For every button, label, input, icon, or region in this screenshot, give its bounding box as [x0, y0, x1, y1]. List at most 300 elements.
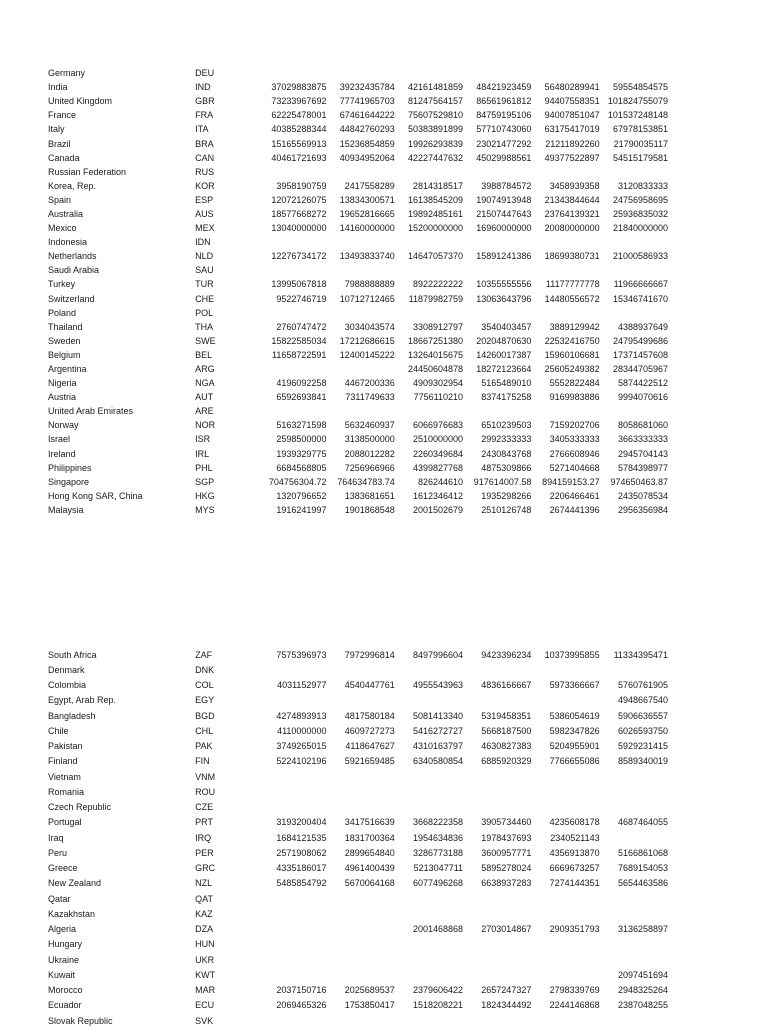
value-cell[interactable]: 12400145222 [339, 349, 395, 360]
value-cell[interactable]: 14260017387 [476, 349, 532, 360]
value-cell[interactable]: 3905734460 [481, 817, 532, 828]
value-cell[interactable] [326, 1013, 394, 1028]
value-cell[interactable] [600, 235, 668, 249]
value-cell[interactable]: 42161481859 [407, 82, 464, 93]
country-name-cell[interactable]: Pakistan [48, 741, 83, 752]
value-cell[interactable] [531, 952, 599, 967]
value-cell[interactable]: 1684121535 [276, 832, 327, 843]
value-cell[interactable] [395, 784, 463, 799]
value-cell[interactable] [258, 800, 326, 815]
value-cell[interactable] [395, 165, 463, 179]
value-cell[interactable]: 10373995855 [544, 649, 600, 660]
value-cell[interactable] [463, 693, 531, 708]
value-cell[interactable]: 4388937649 [617, 321, 668, 332]
country-code-cell[interactable]: NGA [195, 378, 215, 389]
value-cell[interactable] [531, 66, 599, 80]
value-cell[interactable] [258, 784, 326, 799]
value-cell[interactable] [463, 263, 531, 277]
value-cell[interactable] [463, 165, 531, 179]
country-code-cell[interactable]: IRQ [195, 832, 212, 843]
value-cell[interactable]: 20080000000 [544, 223, 600, 234]
value-cell[interactable] [326, 693, 394, 708]
value-cell[interactable]: 13063643796 [476, 293, 532, 304]
value-cell[interactable] [600, 952, 668, 967]
value-cell[interactable]: 5982347826 [549, 725, 600, 736]
country-name-cell[interactable]: Mexico [48, 223, 77, 234]
value-cell[interactable]: 2088012282 [344, 448, 395, 459]
value-cell[interactable]: 18272123664 [476, 364, 532, 375]
country-code-cell[interactable]: ARE [195, 406, 214, 417]
value-cell[interactable]: 24795499686 [612, 335, 668, 346]
value-cell[interactable]: 8589340019 [617, 756, 668, 767]
value-cell[interactable] [395, 769, 463, 784]
value-cell[interactable]: 94407558351 [544, 96, 600, 107]
value-cell[interactable] [600, 769, 668, 784]
country-name-cell[interactable]: Colombia [48, 680, 87, 691]
country-name-cell[interactable]: Sweden [48, 335, 81, 346]
value-cell[interactable]: 5670064168 [344, 878, 395, 889]
country-code-cell[interactable]: BEL [195, 349, 213, 360]
value-cell[interactable]: 2430843768 [481, 448, 532, 459]
value-cell[interactable]: 2760747472 [276, 321, 327, 332]
country-code-cell[interactable]: KOR [195, 180, 215, 191]
country-name-cell[interactable]: Greece [48, 863, 78, 874]
value-cell[interactable]: 2571908062 [276, 847, 327, 858]
country-code-cell[interactable]: VNM [195, 771, 216, 782]
value-cell[interactable] [531, 165, 599, 179]
value-cell[interactable] [395, 906, 463, 921]
value-cell[interactable] [395, 662, 463, 677]
value-cell[interactable] [531, 404, 599, 418]
value-cell[interactable]: 4817580184 [344, 710, 395, 721]
value-cell[interactable] [395, 800, 463, 815]
country-name-cell[interactable]: Portugal [48, 817, 82, 828]
value-cell[interactable]: 63175417019 [544, 124, 600, 135]
value-cell[interactable] [326, 66, 394, 80]
value-cell[interactable] [531, 937, 599, 952]
country-code-cell[interactable]: SVK [195, 1015, 214, 1026]
value-cell[interactable]: 56480289941 [544, 82, 600, 93]
value-cell[interactable]: 2674441396 [549, 504, 600, 515]
country-name-cell[interactable]: Switzerland [48, 293, 95, 304]
value-cell[interactable]: 9423396234 [481, 649, 532, 660]
value-cell[interactable]: 6592693841 [276, 392, 327, 403]
value-cell[interactable]: 18667251380 [407, 335, 464, 346]
country-name-cell[interactable]: Turkey [48, 279, 76, 290]
value-cell[interactable]: 12276734172 [271, 251, 327, 262]
value-cell[interactable]: 15200000000 [407, 223, 464, 234]
value-cell[interactable]: 5760761905 [617, 680, 668, 691]
value-cell[interactable] [395, 937, 463, 952]
value-cell[interactable]: 1939329775 [276, 448, 327, 459]
value-cell[interactable] [258, 937, 326, 952]
country-name-cell[interactable]: Peru [48, 847, 68, 858]
country-code-cell[interactable]: HUN [195, 939, 215, 950]
value-cell[interactable] [600, 906, 668, 921]
country-name-cell[interactable]: Argentina [48, 364, 87, 375]
value-cell[interactable]: 5319458351 [481, 710, 532, 721]
country-name-cell[interactable]: Malaysia [48, 504, 84, 515]
country-name-cell[interactable]: Kazakhstan [48, 908, 96, 919]
value-cell[interactable]: 2387048255 [617, 1000, 668, 1011]
value-cell[interactable] [531, 662, 599, 677]
value-cell[interactable]: 94007851047 [544, 110, 600, 121]
value-cell[interactable]: 7988888889 [344, 279, 395, 290]
value-cell[interactable] [258, 235, 326, 249]
value-cell[interactable]: 4110000000 [277, 725, 327, 736]
country-code-cell[interactable]: ITA [195, 124, 209, 135]
value-cell[interactable]: 764634783.74 [337, 476, 395, 487]
value-cell[interactable] [463, 66, 531, 80]
value-cell[interactable]: 3136258897 [617, 924, 668, 935]
value-cell[interactable] [600, 263, 668, 277]
value-cell[interactable]: 6669673257 [549, 863, 600, 874]
value-cell[interactable]: 1978437693 [481, 832, 532, 843]
value-cell[interactable] [600, 937, 668, 952]
value-cell[interactable]: 2948325264 [617, 985, 668, 996]
country-code-cell[interactable]: ROU [195, 786, 216, 797]
value-cell[interactable]: 7311749633 [345, 392, 395, 403]
value-cell[interactable]: 17212686615 [339, 335, 395, 346]
country-code-cell[interactable]: BRA [195, 138, 214, 149]
country-name-cell[interactable]: Romania [48, 786, 85, 797]
value-cell[interactable]: 19074913948 [476, 194, 532, 205]
value-cell[interactable] [258, 769, 326, 784]
value-cell[interactable]: 10355555556 [476, 279, 532, 290]
country-name-cell[interactable]: Austria [48, 392, 77, 403]
value-cell[interactable] [326, 906, 394, 921]
country-code-cell[interactable]: FIN [195, 756, 210, 767]
value-cell[interactable]: 3540403457 [481, 321, 532, 332]
value-cell[interactable]: 13264015675 [407, 349, 464, 360]
value-cell[interactable]: 5973366667 [549, 680, 600, 691]
value-cell[interactable]: 7756110210 [413, 392, 464, 403]
country-name-cell[interactable]: Ecuador [48, 1000, 82, 1011]
value-cell[interactable]: 4118647627 [345, 741, 395, 752]
value-cell[interactable] [463, 404, 531, 418]
value-cell[interactable]: 974650463.87 [610, 476, 668, 487]
value-cell[interactable]: 73233967692 [271, 96, 327, 107]
value-cell[interactable] [395, 235, 463, 249]
value-cell[interactable]: 16138545209 [407, 194, 464, 205]
country-code-cell[interactable]: MYS [195, 504, 215, 515]
value-cell[interactable] [395, 66, 463, 80]
value-cell[interactable]: 1824344492 [481, 1000, 532, 1011]
value-cell[interactable]: 2992333333 [481, 434, 532, 445]
value-cell[interactable]: 3889129942 [549, 321, 600, 332]
value-cell[interactable]: 101824755079 [607, 96, 668, 107]
value-cell[interactable]: 1831700364 [344, 832, 395, 843]
value-cell[interactable]: 2657247327 [481, 985, 532, 996]
value-cell[interactable] [258, 165, 326, 179]
value-cell[interactable]: 1320796652 [276, 490, 327, 501]
value-cell[interactable] [463, 906, 531, 921]
value-cell[interactable]: 2069465326 [276, 1000, 327, 1011]
value-cell[interactable]: 3138500000 [344, 434, 395, 445]
value-cell[interactable] [326, 362, 394, 376]
value-cell[interactable] [258, 263, 326, 277]
value-cell[interactable] [463, 769, 531, 784]
value-cell[interactable] [531, 693, 599, 708]
country-code-cell[interactable]: NLD [195, 251, 214, 262]
value-cell[interactable] [600, 66, 668, 80]
country-name-cell[interactable]: Saudi Arabia [48, 265, 100, 276]
value-cell[interactable]: 15891241386 [476, 251, 532, 262]
value-cell[interactable]: 1916241997 [276, 504, 327, 515]
value-cell[interactable]: 2037150716 [276, 985, 327, 996]
country-code-cell[interactable]: HKG [195, 490, 215, 501]
country-name-cell[interactable]: Bangladesh [48, 710, 96, 721]
value-cell[interactable]: 17371457608 [612, 349, 668, 360]
country-name-cell[interactable]: Ukraine [48, 954, 80, 965]
value-cell[interactable]: 15822585034 [271, 335, 327, 346]
value-cell[interactable]: 19926293839 [407, 138, 464, 149]
value-cell[interactable]: 7159202706 [549, 420, 600, 431]
value-cell[interactable]: 13040000000 [271, 223, 327, 234]
country-name-cell[interactable]: United Kingdom [48, 96, 113, 107]
country-name-cell[interactable]: Vietnam [48, 771, 81, 782]
value-cell[interactable]: 4875309866 [481, 462, 532, 473]
country-code-cell[interactable]: NZL [195, 878, 213, 889]
value-cell[interactable]: 15236854859 [339, 138, 395, 149]
country-code-cell[interactable]: NOR [195, 420, 216, 431]
country-code-cell[interactable]: PAK [195, 741, 213, 752]
value-cell[interactable] [463, 235, 531, 249]
value-cell[interactable]: 8922222222 [412, 279, 464, 290]
value-cell[interactable]: 81247564157 [407, 96, 464, 107]
country-name-cell[interactable]: Brazil [48, 138, 71, 149]
value-cell[interactable] [395, 404, 463, 418]
value-cell[interactable]: 15165569913 [271, 138, 327, 149]
value-cell[interactable]: 4948667540 [617, 695, 668, 706]
value-cell[interactable]: 23021477292 [476, 138, 532, 149]
value-cell[interactable]: 2097451694 [617, 969, 668, 980]
value-cell[interactable] [258, 66, 326, 80]
value-cell[interactable]: 67461644222 [339, 110, 395, 121]
value-cell[interactable]: 4196092258 [276, 378, 327, 389]
country-name-cell[interactable]: South Africa [48, 649, 97, 660]
value-cell[interactable]: 5386054619 [549, 710, 600, 721]
value-cell[interactable]: 15346741670 [612, 293, 668, 304]
value-cell[interactable]: 25605249382 [544, 364, 600, 375]
country-code-cell[interactable]: ESP [195, 194, 214, 205]
value-cell[interactable]: 67978153851 [612, 124, 668, 135]
value-cell[interactable] [531, 800, 599, 815]
value-cell[interactable]: 40385288344 [271, 124, 327, 135]
value-cell[interactable]: 4335186017 [276, 863, 327, 874]
country-name-cell[interactable]: France [48, 110, 77, 121]
value-cell[interactable] [258, 967, 326, 982]
country-name-cell[interactable]: Israel [48, 434, 71, 445]
value-cell[interactable]: 86561961812 [476, 96, 532, 107]
value-cell[interactable]: 11334395471 [613, 649, 668, 660]
value-cell[interactable] [395, 693, 463, 708]
value-cell[interactable]: 4609727273 [344, 725, 395, 736]
country-code-cell[interactable]: FRA [195, 110, 214, 121]
country-code-cell[interactable]: THA [195, 321, 214, 332]
value-cell[interactable]: 3193200404 [276, 817, 327, 828]
value-cell[interactable]: 4909302954 [412, 378, 464, 389]
country-name-cell[interactable]: Slovak Republic [48, 1015, 113, 1026]
value-cell[interactable]: 21000586933 [612, 251, 668, 262]
value-cell[interactable]: 5163271598 [276, 420, 327, 431]
value-cell[interactable]: 22532416750 [544, 335, 600, 346]
value-cell[interactable]: 1935298266 [481, 490, 532, 501]
value-cell[interactable]: 2435078534 [617, 490, 668, 501]
value-cell[interactable]: 2025689537 [344, 985, 395, 996]
value-cell[interactable]: 4836166667 [481, 680, 532, 691]
value-cell[interactable]: 3663333333 [617, 434, 668, 445]
value-cell[interactable]: 9522746719 [276, 293, 327, 304]
value-cell[interactable] [395, 306, 463, 320]
value-cell[interactable]: 4235608178 [549, 817, 600, 828]
value-cell[interactable]: 18577668272 [271, 208, 327, 219]
value-cell[interactable]: 1753850417 [344, 1000, 395, 1011]
value-cell[interactable]: 7575396973 [276, 649, 327, 660]
value-cell[interactable] [600, 1013, 668, 1028]
value-cell[interactable]: 7766655086 [549, 756, 600, 767]
value-cell[interactable] [531, 1013, 599, 1028]
value-cell[interactable]: 5271404668 [549, 462, 600, 473]
value-cell[interactable] [326, 769, 394, 784]
value-cell[interactable]: 21211892260 [545, 138, 600, 149]
value-cell[interactable]: 21507447643 [476, 208, 532, 219]
value-cell[interactable]: 5906636557 [617, 710, 668, 721]
country-name-cell[interactable]: Egypt, Arab Rep. [48, 695, 117, 706]
value-cell[interactable]: 6510239503 [481, 420, 532, 431]
country-code-cell[interactable]: IRL [195, 448, 210, 459]
country-name-cell[interactable]: Italy [48, 124, 65, 135]
value-cell[interactable]: 4399827768 [412, 462, 464, 473]
value-cell[interactable]: 5874422512 [617, 378, 668, 389]
value-cell[interactable]: 16960000000 [476, 223, 532, 234]
value-cell[interactable]: 1901868548 [344, 504, 395, 515]
value-cell[interactable] [258, 1013, 326, 1028]
country-code-cell[interactable]: MAR [195, 985, 216, 996]
country-name-cell[interactable]: Czech Republic [48, 802, 112, 813]
value-cell[interactable]: 24450604878 [407, 364, 464, 375]
country-code-cell[interactable]: IND [195, 82, 211, 93]
value-cell[interactable] [395, 891, 463, 906]
value-cell[interactable]: 3120833333 [617, 180, 668, 191]
value-cell[interactable]: 2703014867 [481, 924, 532, 935]
value-cell[interactable] [531, 906, 599, 921]
value-cell[interactable]: 19892485161 [407, 208, 464, 219]
value-cell[interactable]: 4467200336 [344, 378, 395, 389]
value-cell[interactable] [326, 967, 394, 982]
value-cell[interactable] [463, 967, 531, 982]
value-cell[interactable]: 4356913870 [549, 847, 600, 858]
country-code-cell[interactable]: DZA [195, 924, 214, 935]
value-cell[interactable] [531, 784, 599, 799]
value-cell[interactable] [326, 235, 394, 249]
country-code-cell[interactable]: EGY [195, 695, 215, 706]
country-code-cell[interactable]: BGD [195, 710, 215, 721]
value-cell[interactable]: 2899654840 [344, 847, 395, 858]
value-cell[interactable]: 4031152977 [277, 680, 327, 691]
country-name-cell[interactable]: Russian Federation [48, 166, 127, 177]
value-cell[interactable] [600, 662, 668, 677]
value-cell[interactable]: 11879982759 [408, 293, 464, 304]
value-cell[interactable]: 2001502679 [412, 504, 464, 515]
country-code-cell[interactable]: KAZ [195, 908, 213, 919]
country-name-cell[interactable]: Thailand [48, 321, 83, 332]
value-cell[interactable] [531, 306, 599, 320]
value-cell[interactable] [258, 662, 326, 677]
value-cell[interactable]: 5213047711 [413, 863, 464, 874]
value-cell[interactable]: 21840000000 [612, 223, 668, 234]
value-cell[interactable]: 7274144351 [549, 878, 600, 889]
value-cell[interactable]: 24756958695 [612, 194, 668, 205]
value-cell[interactable] [258, 362, 326, 376]
country-name-cell[interactable]: Germany [48, 68, 86, 79]
value-cell[interactable] [600, 784, 668, 799]
value-cell[interactable]: 5081413340 [412, 710, 464, 721]
value-cell[interactable] [326, 662, 394, 677]
value-cell[interactable]: 3668222358 [412, 817, 464, 828]
country-name-cell[interactable]: Morocco [48, 985, 83, 996]
value-cell[interactable]: 2206466461 [549, 490, 600, 501]
value-cell[interactable]: 1518208221 [412, 1000, 464, 1011]
value-cell[interactable] [258, 922, 326, 937]
country-name-cell[interactable]: Ireland [48, 448, 76, 459]
value-cell[interactable]: 6684568805 [276, 462, 327, 473]
value-cell[interactable]: 5485854792 [276, 878, 327, 889]
value-cell[interactable]: 5654463586 [617, 878, 668, 889]
country-name-cell[interactable]: Indonesia [48, 237, 88, 248]
value-cell[interactable]: 2909351793 [549, 924, 600, 935]
value-cell[interactable]: 3458939358 [549, 180, 600, 191]
value-cell[interactable]: 3600957771 [481, 847, 532, 858]
value-cell[interactable]: 39232435784 [339, 82, 395, 93]
value-cell[interactable] [395, 967, 463, 982]
value-cell[interactable]: 9994070616 [617, 392, 668, 403]
value-cell[interactable] [326, 784, 394, 799]
value-cell[interactable] [600, 891, 668, 906]
value-cell[interactable]: 2510126748 [481, 504, 532, 515]
value-cell[interactable] [326, 922, 394, 937]
value-cell[interactable]: 2260349684 [412, 448, 464, 459]
value-cell[interactable]: 19652816665 [339, 208, 395, 219]
value-cell[interactable] [600, 830, 668, 845]
country-code-cell[interactable]: ISR [195, 434, 211, 445]
value-cell[interactable]: 14480556572 [544, 293, 600, 304]
country-name-cell[interactable]: Denmark [48, 664, 85, 675]
value-cell[interactable] [463, 891, 531, 906]
value-cell[interactable]: 2945704143 [617, 448, 668, 459]
country-name-cell[interactable]: Poland [48, 307, 77, 318]
value-cell[interactable]: 1612346412 [412, 490, 464, 501]
value-cell[interactable]: 18699380731 [544, 251, 600, 262]
value-cell[interactable] [463, 662, 531, 677]
country-code-cell[interactable]: CHL [195, 725, 214, 736]
value-cell[interactable]: 1954634836 [412, 832, 464, 843]
country-code-cell[interactable]: CZE [195, 802, 214, 813]
value-cell[interactable]: 1383681651 [344, 490, 395, 501]
value-cell[interactable]: 57710743060 [476, 124, 532, 135]
country-name-cell[interactable]: Qatar [48, 893, 71, 904]
value-cell[interactable]: 50383891899 [407, 124, 464, 135]
value-cell[interactable]: 4630827383 [481, 741, 532, 752]
value-cell[interactable]: 7256966966 [344, 462, 395, 473]
value-cell[interactable]: 48421923459 [476, 82, 532, 93]
value-cell[interactable]: 59554854575 [612, 82, 668, 93]
value-cell[interactable]: 8497996604 [412, 649, 464, 660]
value-cell[interactable]: 3417516639 [344, 817, 395, 828]
value-cell[interactable]: 2766608946 [549, 448, 600, 459]
value-cell[interactable]: 10712712465 [339, 293, 395, 304]
value-cell[interactable]: 54515179581 [612, 152, 668, 163]
